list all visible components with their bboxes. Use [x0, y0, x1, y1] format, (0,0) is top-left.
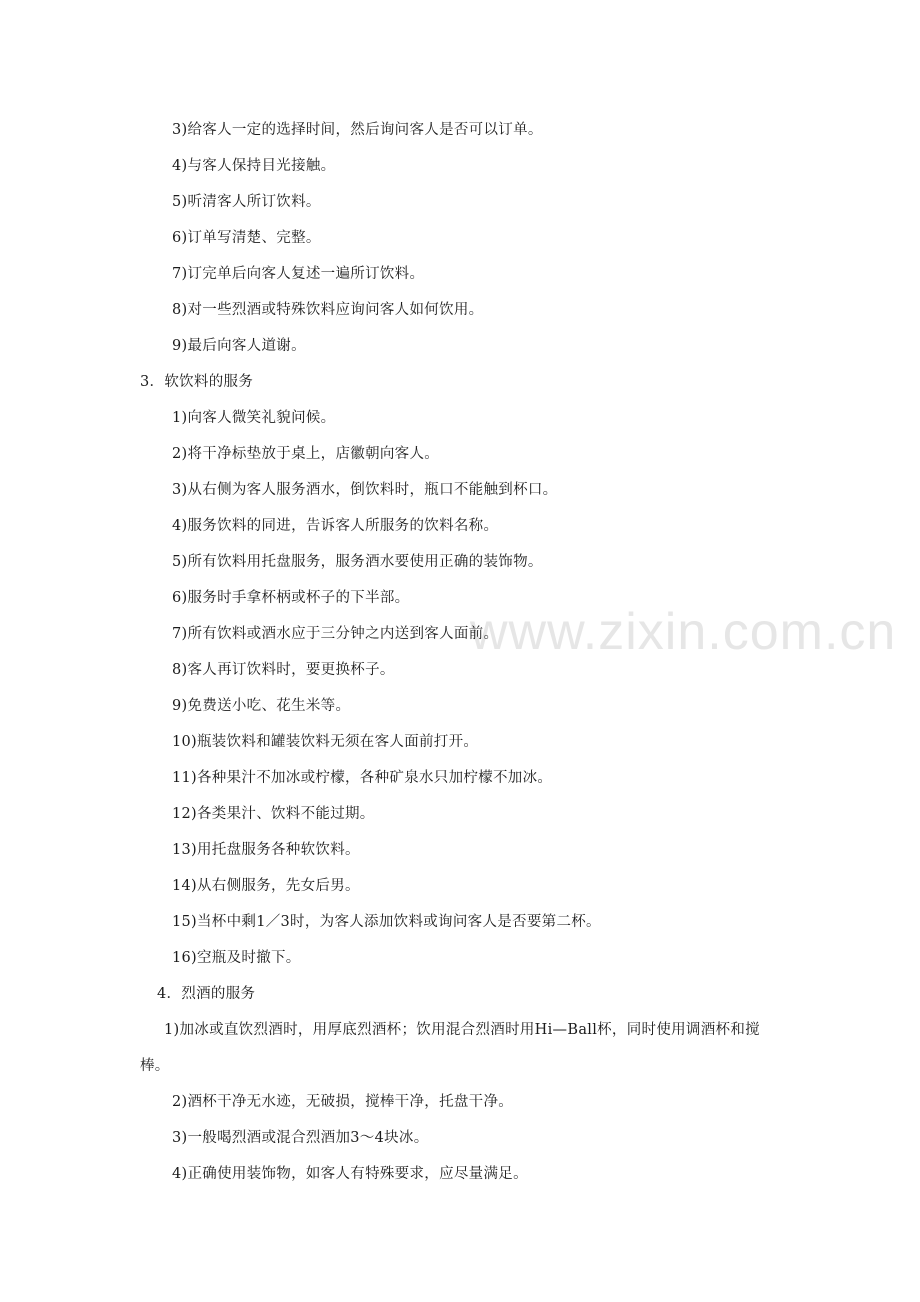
list-item: 3)给客人一定的选择时间，然后询问客人是否可以订单。	[172, 122, 543, 138]
list-item: 6)服务时手拿杯柄或杯子的下半部。	[172, 590, 410, 606]
section-heading: 3．软饮料的服务	[140, 374, 254, 390]
list-item: 2)将干净标垫放于桌上，店徽朝向客人。	[172, 446, 440, 462]
list-item: 15)当杯中剩1／3时，为客人添加饮料或询问客人是否要第二杯。	[172, 914, 601, 930]
list-item: 9)免费送小吃、花生米等。	[172, 698, 351, 714]
list-item: 10)瓶装饮料和罐装饮料无须在客人面前打开。	[172, 734, 479, 750]
list-item: 7)订完单后向客人复述一遍所订饮料。	[172, 266, 425, 282]
list-item: 4)与客人保持目光接触。	[172, 158, 336, 174]
list-item: 3)从右侧为客人服务酒水，倒饮料时，瓶口不能触到杯口。	[172, 482, 558, 498]
list-item: 16)空瓶及时撤下。	[172, 950, 301, 966]
list-item: 4)服务饮料的同进，告诉客人所服务的饮料名称。	[172, 518, 499, 534]
list-item: 13)用托盘服务各种软饮料。	[172, 842, 360, 858]
list-item: 5)所有饮料用托盘服务，服务酒水要使用正确的装饰物。	[172, 554, 543, 570]
list-item: 3)一般喝烈酒或混合烈酒加3～4块冰。	[172, 1130, 429, 1146]
list-item: 12)各类果汁、饮料不能过期。	[172, 806, 375, 822]
list-item: 11)各种果汁不加冰或柠檬，各种矿泉水只加柠檬不加冰。	[172, 770, 553, 786]
list-item: 14)从右侧服务，先女后男。	[172, 878, 360, 894]
list-item: 5)听清客人所订饮料。	[172, 194, 321, 210]
list-item: 8)客人再订饮料时，要更换杯子。	[172, 662, 395, 678]
watermark: www.zixin.com.cn	[470, 603, 897, 661]
list-item: 9)最后向客人道谢。	[172, 338, 306, 354]
list-item: 1)向客人微笑礼貌问候。	[172, 410, 336, 426]
list-item: 2)酒杯干净无水迹，无破损，搅棒干净，托盘干净。	[172, 1094, 514, 1110]
list-item: 7)所有饮料或酒水应于三分钟之内送到客人面前。	[172, 626, 499, 642]
paragraph-item: 1)加冰或直饮烈酒时，用厚底烈酒杯；饮用混合烈酒时用Hi—Ball杯，同时使用调酒杯和搅棒。	[140, 1022, 760, 1074]
list-item: 6)订单写清楚、完整。	[172, 230, 321, 246]
list-item: 8)对一些烈酒或特殊饮料应询问客人如何饮用。	[172, 302, 484, 318]
list-item: 4)正确使用装饰物，如客人有特殊要求，应尽量满足。	[172, 1166, 528, 1182]
section-heading: 4．烈酒的服务	[157, 986, 256, 1002]
